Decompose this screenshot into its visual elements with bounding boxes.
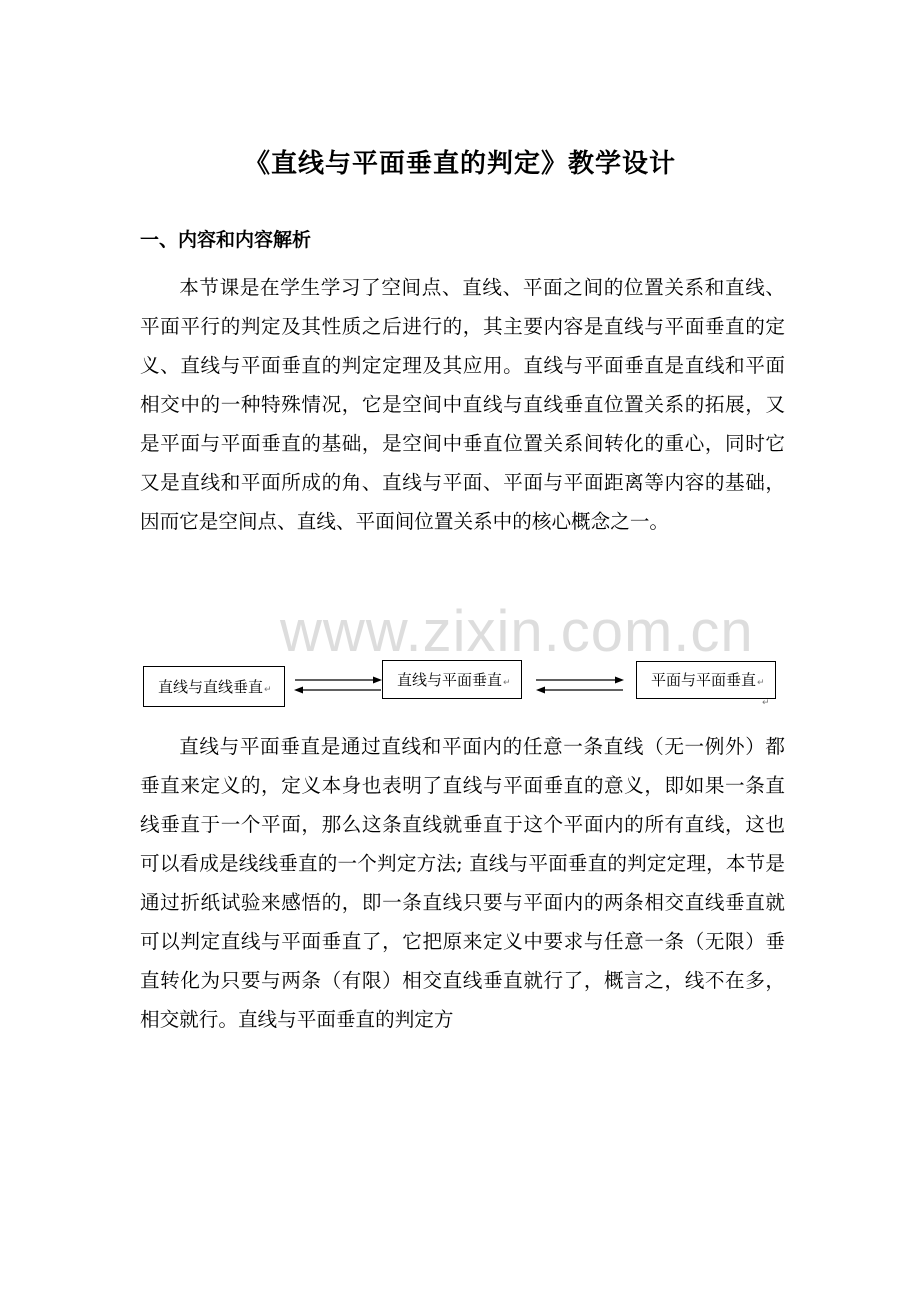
document-title: 《直线与平面垂直的判定》教学设计 <box>243 149 676 179</box>
paragraph-mark-icon: ↵ <box>503 677 511 688</box>
diagram-box-label: 直线与平面垂直 <box>397 670 503 689</box>
arrowhead-right-1 <box>373 677 382 684</box>
arrowhead-left-2 <box>536 687 545 694</box>
watermark: www.zixin.com.cn <box>280 599 754 664</box>
diagram-box-line-plane-perpendicular <box>382 660 522 699</box>
diagram-box-label: 平面与平面垂直 <box>651 671 757 689</box>
arrowhead-right-2 <box>615 677 624 684</box>
diagram-box-line-line-perpendicular <box>143 666 285 707</box>
arrowhead-left-1 <box>294 687 303 694</box>
section-heading-content-analysis: 一、内容和内容解析 <box>140 229 312 251</box>
paragraph-mark-icon: ↵ <box>757 678 765 688</box>
diagram-box-label: 直线与直线垂直 <box>158 677 264 696</box>
paragraph-definition-analysis: 直线与平面垂直是通过直线和平面内的任意一条直线（无一例外）都垂直来定义的，定义本身也表明了直线与平面垂直的意义，即如果一条直线垂直于一个平面，那么这条直线就垂直于这个平面内的所有直线，这也可以看成是线线垂直的一个判定方法; 直线与平面垂直的判定定理，本节是通过折纸试验来感悟的，即一条直线只要与平面内的两条相交直线垂直就可以判定直线与平面垂直了，它把原来定义中要求与任意一条（无限）垂直转化为只要与两条（有限）相交直线垂直就行了，概言之，线不在多，相交就行。直线与平面垂直的判定方 <box>140 735 785 1031</box>
paragraph-mark-icon: ↵ <box>264 684 272 695</box>
paragraph-content-intro: 本节课是在学生学习了空间点、直线、平面之间的位置关系和直线、平面平行的判定及其性质之后进行的，其主要内容是直线与平面垂直的定义、直线与平面垂直的判定定理及其应用。直线与平面垂直是直线和平面相交中的一种特殊情况，它是空间中直线与直线垂直位置关系的拓展，又是平面与平面垂直的基础，是空间中垂直位置关系间转化的重心，同时它又是直线和平面所成的角、直线与平面、平面与平面距离等内容的基础，因而它是空间点、直线、平面间位置关系中的核心概念之一。 <box>140 276 785 533</box>
diagram-box-plane-plane-perpendicular <box>636 661 776 699</box>
paragraph-mark-icon: ↵ <box>762 698 770 708</box>
